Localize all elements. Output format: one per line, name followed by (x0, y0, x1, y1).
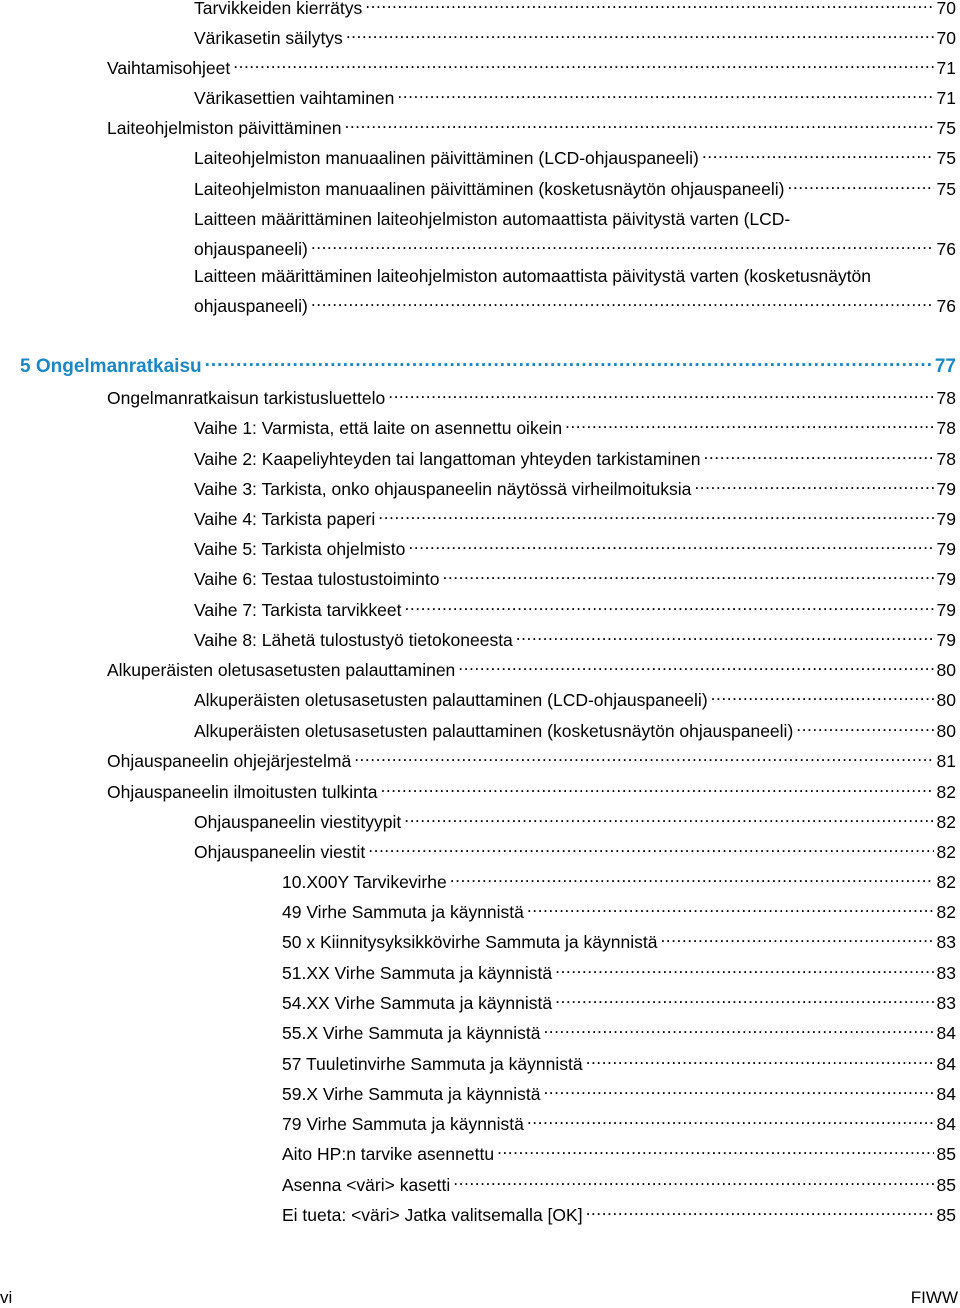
toc-entry[interactable] (194, 687, 956, 714)
toc-entry-page: 76 (936, 296, 956, 316)
toc-entry-title: 59.X Virhe Sammuta ja käynnistä (282, 1084, 541, 1104)
chapter-page: 77 (934, 356, 956, 377)
toc-entry[interactable] (194, 839, 956, 866)
dot-leader (442, 568, 933, 586)
toc-entry-title: Ohjauspaneelin viestit (194, 842, 366, 862)
toc-entry-page: 84 (936, 1114, 956, 1134)
toc-entry-page: 85 (936, 1175, 956, 1195)
toc-entry-page: 70 (936, 28, 956, 48)
toc-entry-page: 84 (936, 1084, 956, 1104)
toc-entry-page: 83 (936, 963, 956, 983)
toc-entry[interactable] (107, 748, 956, 775)
toc-entry-title: Vaihe 1: Varmista, että laite on asennettu oikein (194, 418, 563, 438)
toc-entry-page: 70 (936, 0, 956, 18)
dot-leader (368, 841, 933, 859)
toc-entry[interactable] (194, 809, 956, 836)
toc-entry-page: 79 (936, 600, 956, 620)
toc-entry[interactable] (194, 506, 956, 533)
toc-entry-title: 54.XX Virhe Sammuta ja käynnistä (282, 993, 553, 1013)
dot-leader (543, 1022, 933, 1040)
toc-entry-title: Laiteohjelmiston manuaalinen päivittäminen (kosketusnäytön ohjauspaneeli) (194, 179, 785, 199)
toc-entry-page: 75 (936, 148, 956, 168)
toc-entry-title: Alkuperäisten oletusasetusten palauttaminen (LCD-ohjauspaneeli) (194, 690, 708, 710)
dot-leader (450, 871, 934, 889)
toc-entry-page: 82 (936, 902, 956, 922)
toc-entry-page: 80 (936, 690, 956, 710)
dot-leader (205, 353, 932, 372)
dot-leader (408, 538, 933, 556)
toc-entry-page: 79 (936, 479, 956, 499)
toc-entry[interactable] (194, 85, 956, 112)
toc-entry-title: Ei tueta: <väri> Jatka valitsemalla [OK] (282, 1205, 583, 1225)
dot-leader (354, 750, 933, 768)
toc-entry[interactable] (282, 899, 956, 926)
toc-entry-page: 80 (936, 721, 956, 741)
toc-entry-title: Ongelmanratkaisun tarkistusluettelo (107, 388, 386, 408)
chapter-heading[interactable] (20, 353, 956, 380)
toc-entry-title: Ohjauspaneelin viestityypit (194, 812, 402, 832)
toc-entry[interactable] (194, 627, 956, 654)
toc-entry-title: Vaihe 7: Tarkista tarvikkeet (194, 600, 402, 620)
toc-entry[interactable] (194, 446, 956, 473)
toc-entry-title: Aito HP:n tarvike asennettu (282, 1144, 495, 1164)
toc-entry[interactable] (194, 597, 956, 624)
toc-entry-title: 57 Tuuletinvirhe Sammuta ja käynnistä (282, 1054, 583, 1074)
dot-leader (458, 659, 933, 677)
toc-entry[interactable] (194, 718, 956, 745)
toc-entry[interactable] (282, 1020, 956, 1047)
dot-leader (404, 811, 933, 829)
dot-leader (405, 599, 934, 617)
toc-entry-title: 49 Virhe Sammuta ja käynnistä (282, 902, 524, 922)
toc-entry-title: 50 x Kiinnitysyksikkövirhe Sammuta ja käynnistä (282, 932, 658, 952)
toc-entry-page: 71 (936, 58, 956, 78)
toc-entry-title: Alkuperäisten oletusasetusten palauttaminen (107, 660, 456, 680)
toc-entry-title: Vaihe 4: Tarkista paperi (194, 509, 376, 529)
toc-entry-page: 71 (936, 88, 956, 108)
toc-entry-title: 79 Virhe Sammuta ja käynnistä (282, 1114, 524, 1134)
dot-leader (397, 87, 933, 105)
dot-leader (346, 27, 934, 45)
chapter-title: 5 Ongelmanratkaisu (20, 356, 202, 377)
toc-entry[interactable] (194, 536, 956, 563)
toc-entry[interactable] (107, 779, 956, 806)
toc-entry[interactable] (282, 1141, 956, 1168)
dot-leader (586, 1053, 934, 1071)
toc-entry[interactable] (282, 960, 956, 987)
toc-entry-page: 83 (936, 932, 956, 952)
toc-entry-page: 76 (936, 239, 956, 259)
dot-leader (702, 147, 934, 165)
dot-leader (311, 238, 934, 256)
toc-entry-page: 82 (936, 872, 956, 892)
toc-entry-page: 84 (936, 1054, 956, 1074)
toc-entry-title: Värikasettien vaihtaminen (194, 88, 395, 108)
toc-entry[interactable] (282, 869, 956, 896)
toc-entry-title: Alkuperäisten oletusasetusten palauttaminen (kosketusnäytön ohjauspaneeli) (194, 721, 794, 741)
toc-entry-page: 80 (936, 660, 956, 680)
toc-entry-page: 79 (936, 539, 956, 559)
toc-entry[interactable] (194, 476, 956, 503)
toc-entry-title-line1: Laitteen määrittäminen laiteohjelmiston automaattista päivitystä varten (kosketusnäytön (194, 266, 872, 286)
toc-entry-title: Vaihtamisohjeet (107, 58, 231, 78)
dot-leader (516, 629, 934, 647)
toc-entry-page: 78 (936, 418, 956, 438)
toc-entry[interactable] (194, 25, 956, 52)
toc-entry[interactable] (194, 176, 956, 203)
toc-entry-page: 84 (936, 1023, 956, 1043)
toc-entry[interactable] (194, 263, 956, 320)
dot-leader (555, 992, 933, 1010)
toc-entry[interactable] (282, 1111, 956, 1138)
dot-leader (555, 962, 933, 980)
toc-entry-title: Vaihe 2: Kaapeliyhteyden tai langattoman yhteyden tarkistaminen (194, 449, 701, 469)
toc-entry-title: 55.X Virhe Sammuta ja käynnistä (282, 1023, 541, 1043)
dot-leader (704, 448, 934, 466)
toc-entry[interactable] (194, 0, 956, 22)
toc-entry[interactable] (107, 657, 956, 684)
toc-entry-page: 79 (936, 569, 956, 589)
dot-leader (565, 417, 933, 435)
dot-leader (527, 1113, 934, 1131)
dot-leader (788, 178, 934, 196)
dot-leader (660, 931, 933, 949)
toc-entry[interactable] (282, 1081, 956, 1108)
toc-entry-title: 51.XX Virhe Sammuta ja käynnistä (282, 963, 553, 983)
toc-entry[interactable] (194, 206, 956, 263)
toc-entry-page: 82 (936, 842, 956, 862)
toc-entry-title-line2: ohjauspaneeli) (194, 296, 308, 316)
toc-entry[interactable] (107, 115, 956, 142)
dot-leader (388, 387, 933, 405)
dot-leader (694, 478, 933, 496)
dot-leader (344, 117, 933, 135)
toc-entry-title: Ohjauspaneelin ilmoitusten tulkinta (107, 782, 378, 802)
toc-entry-page: 75 (936, 118, 956, 138)
toc-entry-page: 83 (936, 993, 956, 1013)
toc-entry[interactable] (282, 929, 956, 956)
toc-entry-page: 81 (936, 751, 956, 771)
toc-entry-title: Vaihe 8: Lähetä tulostustyö tietokoneesta (194, 630, 513, 650)
toc-entry-title: Tarvikkeiden kierrätys (194, 0, 363, 18)
toc-entry-page: 85 (936, 1205, 956, 1225)
toc-entry-title-line1: Laitteen määrittäminen laiteohjelmiston automaattista päivitystä varten (LCD- (194, 209, 791, 229)
dot-leader (527, 901, 934, 919)
toc-entry[interactable] (194, 145, 956, 172)
toc-entry[interactable] (282, 1202, 956, 1229)
toc-entry[interactable] (282, 1051, 956, 1078)
toc-entry-page: 79 (936, 630, 956, 650)
toc-entry-title: Asenna <väri> kasetti (282, 1175, 451, 1195)
toc-entry-page: 82 (936, 782, 956, 802)
dot-leader (497, 1143, 933, 1161)
dot-leader (586, 1204, 934, 1222)
toc-entry-title: Vaihe 5: Tarkista ohjelmisto (194, 539, 406, 559)
toc-entry-page: 78 (936, 388, 956, 408)
toc-entry-title: Laiteohjelmiston manuaalinen päivittäminen (LCD-ohjauspaneeli) (194, 148, 699, 168)
footer-page-number: vi (0, 1288, 13, 1307)
toc-entry-page: 75 (936, 179, 956, 199)
dot-leader (543, 1083, 933, 1101)
dot-leader (233, 57, 933, 75)
dot-leader (311, 295, 934, 313)
dot-leader (711, 689, 934, 707)
toc-entry-title: Värikasetin säilytys (194, 28, 343, 48)
toc-entry[interactable] (194, 415, 956, 442)
toc-entry-title: Laiteohjelmiston päivittäminen (107, 118, 342, 138)
toc-entry-title: 10.X00Y Tarvikevirhe (282, 872, 447, 892)
toc-entry-title: Ohjauspaneelin ohjejärjestelmä (107, 751, 352, 771)
dot-leader (453, 1174, 933, 1192)
toc-entry[interactable] (107, 55, 956, 82)
toc-entry-title: Vaihe 6: Testaa tulostustoiminto (194, 569, 440, 589)
dot-leader (365, 0, 933, 14)
toc-entry[interactable] (282, 990, 956, 1017)
toc-entry[interactable] (107, 385, 956, 412)
toc-entry-page: 85 (936, 1144, 956, 1164)
toc-entry-page: 78 (936, 449, 956, 469)
dot-leader (796, 720, 933, 738)
toc-entry[interactable] (282, 1172, 956, 1199)
toc-entry[interactable] (194, 566, 956, 593)
footer-doc-code: FIWW (910, 1288, 958, 1307)
toc-entry-title-line2: ohjauspaneeli) (194, 239, 308, 259)
toc-entry-title: Vaihe 3: Tarkista, onko ohjauspaneelin näytössä virheilmoituksia (194, 479, 692, 499)
toc-entry-page: 79 (936, 509, 956, 529)
toc-entry-page: 82 (936, 812, 956, 832)
dot-leader (378, 508, 933, 526)
dot-leader (380, 781, 933, 799)
